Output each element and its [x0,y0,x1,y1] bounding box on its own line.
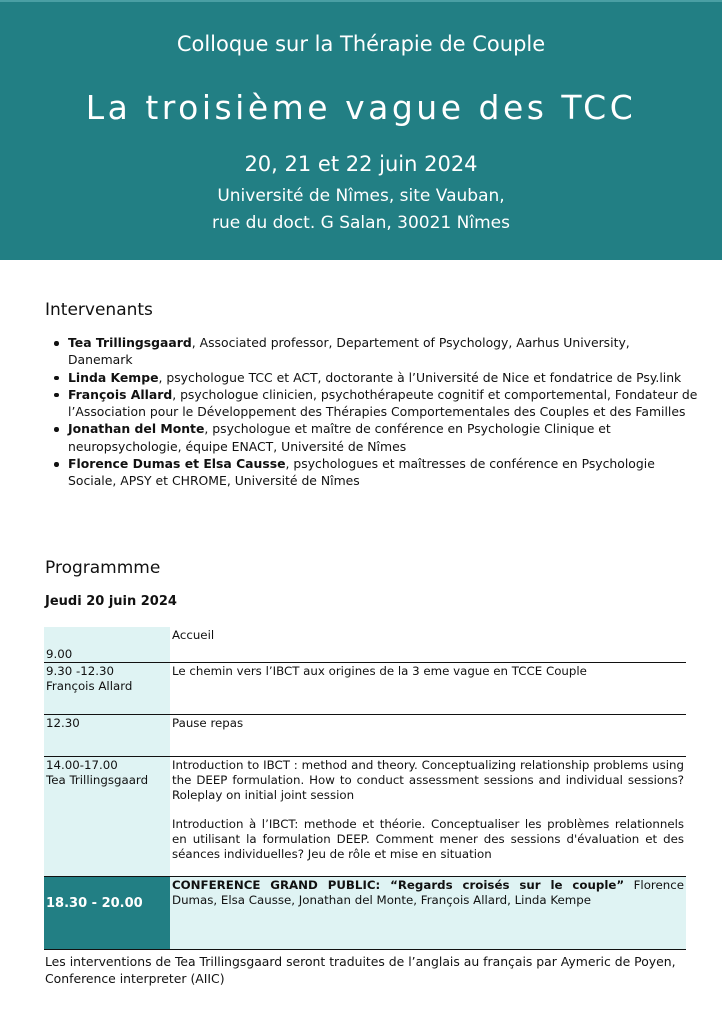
event-location-line2: rue du doct. G Salan, 30021 Nîmes [212,213,510,233]
description: Accueil [172,628,215,642]
table-row [44,715,686,757]
speaker-name: François Allard [68,386,173,402]
time: 9.00 [46,647,73,661]
time: 9.30 -12.30 [46,664,115,678]
time: 18.30 - 20.00 [46,895,143,911]
event-title: La troisième vague des TCC [85,88,637,127]
description-cell [170,877,686,950]
time-cell [44,877,170,950]
description-cell [170,757,686,877]
event-location-line1: Université de Nîmes, site Vauban, [217,186,505,206]
speaker-description: , psychologue TCC et ACT, doctorante à l’Université de Nice et fondatrice de Psy.link [158,369,682,385]
description-cell [170,715,686,757]
speaker-name: Jonathan del Monte [68,421,205,437]
speaker-name: Florence Dumas et Elsa Causse [68,456,286,472]
time: 14.00-17.00 [46,758,118,772]
table-row [44,627,686,663]
speaker: François Allard [46,679,133,693]
speaker-name: Linda Kempe [68,369,159,385]
table-row-highlight [44,877,686,950]
event-header [0,0,722,260]
time-cell [44,757,170,877]
speaker-description: , psychologue clinicien, psychothérapeute cognitif et comportemental, Fondateur de l’Association pour le Développement des Thérapies Comportementales des Couples et des Familles [68,386,698,420]
speaker: Tea Trillingsgaard [46,773,149,787]
speakers-list [45,334,698,490]
event-dates: 20, 21 et 22 juin 2024 [244,152,478,176]
paragraph-spacer [172,803,684,817]
description: Le chemin vers l’IBCT aux origines de la 3 eme vague en TCCE Couple [172,664,587,678]
speakers-heading: Intervenants [45,300,153,320]
speaker-description: , Associated professor, Departement of Psychology, Aarhus University, Danemark [68,335,630,368]
speaker-item [68,455,698,490]
description-french: Introduction à l’IBCT: methode et théorie. Conceptualiser les problèmes relationnels en utilisant la formulation DEEP. Comment mener des sessions d'évaluation et des séances individuelles? Jeu de rôle et mise en situation [172,817,684,861]
time-cell [44,715,170,757]
programme-table [44,627,686,950]
description-cell [170,627,686,663]
time-cell [44,627,170,663]
programme-day: Jeudi 20 juin 2024 [45,594,177,609]
description-cell [170,663,686,715]
speaker-item [68,369,698,386]
speaker-item [68,420,698,455]
table-row [44,663,686,715]
event-subtitle: Colloque sur la Thérapie de Couple [176,32,546,56]
programme-heading: Programmme [45,558,161,578]
translation-note: Les interventions de Tea Trillingsgaard seront traduites de l’anglais au français par Aymeric de Poyen, Conference interpreter (AIIC) [45,954,676,986]
description: Pause repas [172,716,244,730]
description-english: Introduction to IBCT : method and theory. Conceptualizing relationship problems using the DEEP formulation. How to conduct assessment sessions and individual sessions? Roleplay on initial joint session [172,758,684,802]
conference-title: CONFERENCE GRAND PUBLIC: “Regards croisés sur le couple” [172,878,625,892]
speaker-item [68,386,698,421]
conference-speakers: Florence Dumas, Elsa Causse, Jonathan del Monte, François Allard, Linda Kempe [172,878,684,907]
speaker-description: , psychologues et maîtresses de conférence en Psychologie Sociale, APSY et CHROME, Université de Nîmes [68,456,655,489]
speaker-name: Tea Trillingsgaard [68,335,192,350]
speaker-description: , psychologue et maître de conférence en Psychologie Clinique et neuropsychologie, équipe ENACT, Université de Nîmes [68,421,611,454]
speaker-item [68,334,698,369]
table-row [44,757,686,877]
time: 12.30 [46,716,80,730]
time-cell [44,663,170,715]
